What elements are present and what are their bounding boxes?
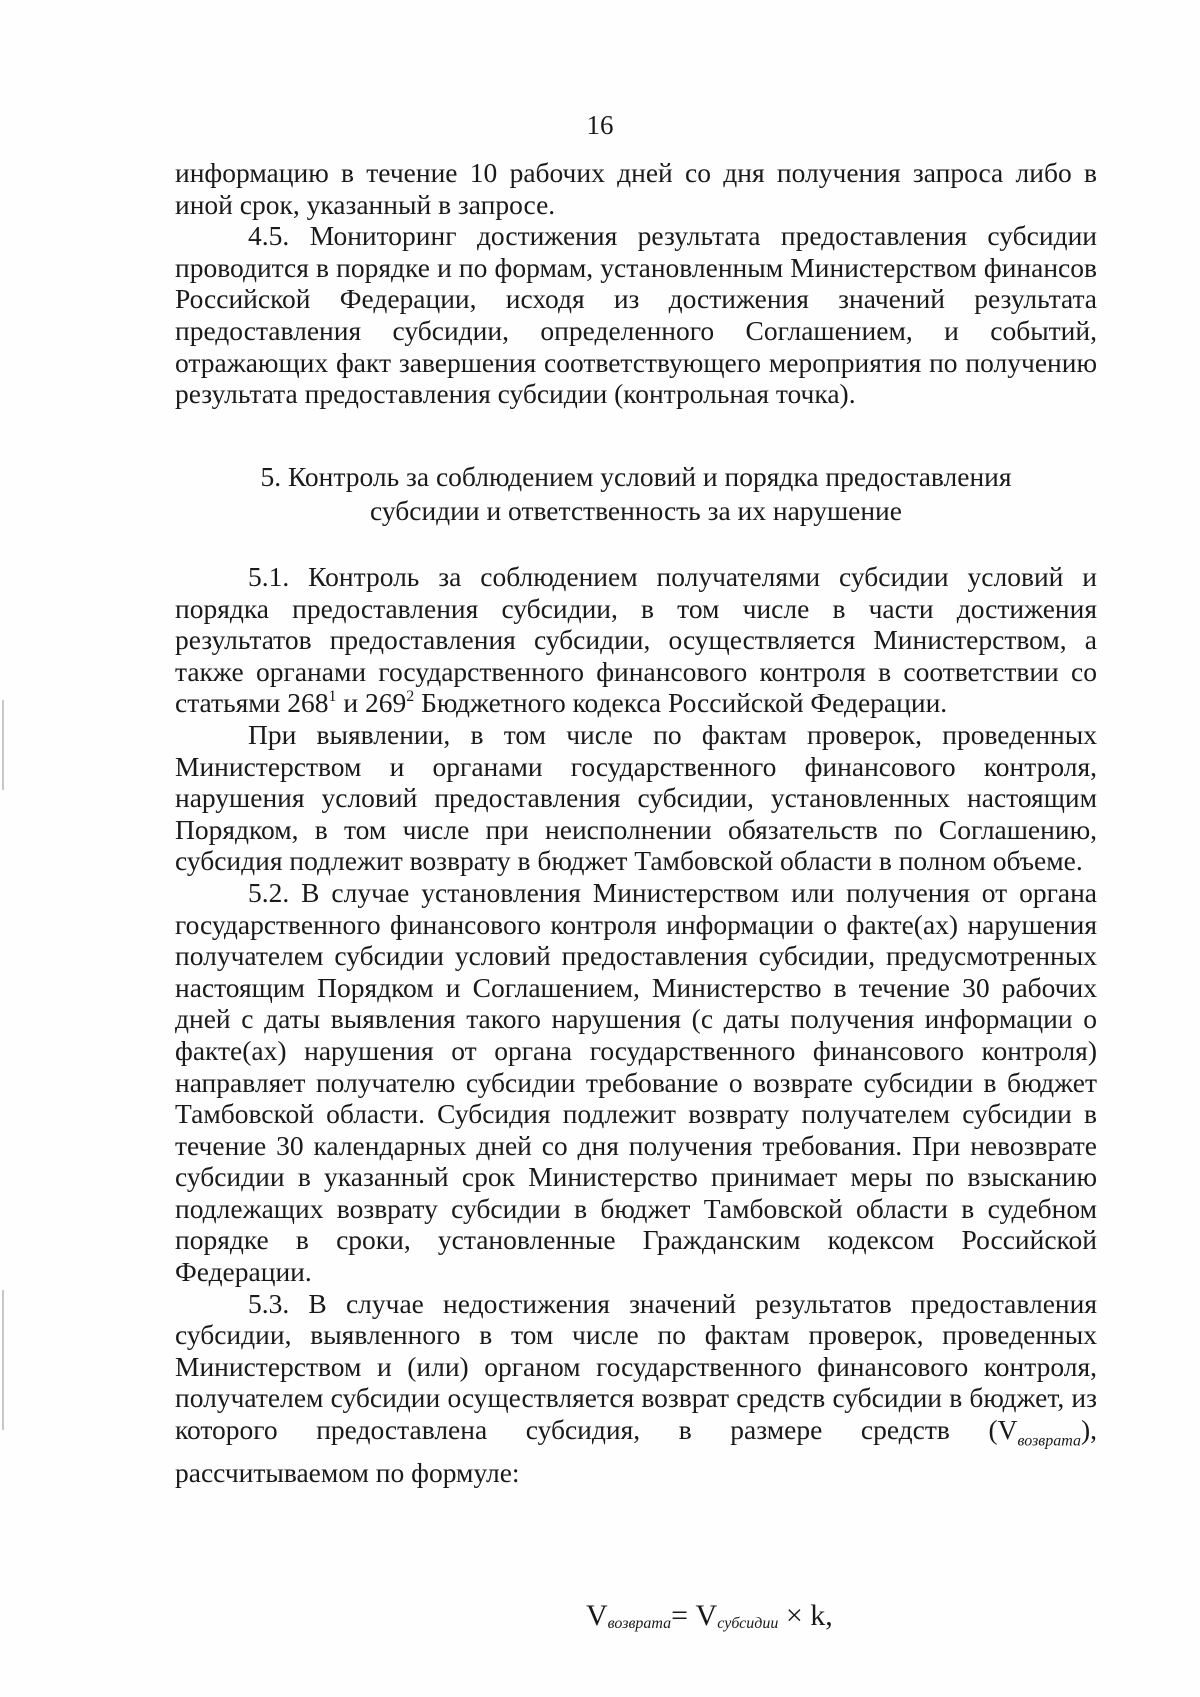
page-number: 16 [586, 110, 614, 140]
formula-equals-v-subsidy: = V [671, 1599, 718, 1632]
paragraph-5-3-text: 5.3. В случае недостижения значений результатов предоставления субсидии, выявленного в том числе по фактам проверок, проведенных Министерством и (или) органом государственного финансового контроля, получателем субсидии осуществляется возврат средств субсидии в бюджет, из которого предоставлена субсидия, в размере средств (V [175, 1287, 1097, 1446]
paragraph-5-1-text: 5.1. Контроль за соблюдением получателями субсидии условий и порядка предоставления субсидии, в том числе в части достижения результатов предоставления субсидии, осуществляется Министерством, а также органами государственного финансового контроля в соответствии со статьями 268 [175, 561, 1097, 719]
scan-edge-mark [2, 1290, 4, 1430]
section-heading [175, 460, 1097, 528]
paragraph-5-3 [175, 1288, 1097, 1489]
formula-sub-subsidy: субсидии [717, 1615, 779, 1632]
section-heading-line-1: 5. Контроль за соблюдением условий и порядка предоставления [260, 461, 1012, 492]
body-text-section-5 [175, 561, 1097, 1489]
scan-edge-mark [2, 700, 4, 790]
paragraph-4-5: 4.5. Мониторинг достижения результата предоставления субсидии проводится в порядке и по формам, установленным Министерством финансов Российской Федерации, исходя из достижения значений результата предоставления субсидии, определенного Соглашением, и событий, отражающих факт завершения соответствующего мероприятия по получению результата предоставления субсидии (контрольная точка). [175, 220, 1097, 410]
paragraph-5-1 [175, 561, 1097, 719]
formula-sub-return: возврата [607, 1615, 672, 1632]
formula-times-k: × k, [778, 1599, 833, 1632]
return-formula [586, 1599, 833, 1633]
body-text-top [175, 157, 1097, 410]
paragraph-5-1-text-end: Бюджетного кодекса Российской Федерации. [414, 687, 948, 719]
formula-v-return: V [586, 1599, 608, 1632]
paragraph-5-3-subscript: возврата [1017, 1432, 1081, 1450]
paragraph-5-1-text-mid: и 269 [336, 687, 407, 719]
paragraph-5-1-detection: При выявлении, в том числе по фактам проверок, проведенных Министерством и органами государственного финансового контроля, нарушения условий предоставления субсидии, установленных настоящим Порядком, в том числе при неисполнении обязательств по Соглашению, субсидия подлежит возврату в бюджет Тамбовской области в полном объеме. [175, 718, 1097, 877]
footnote-mark-2: 2 [406, 688, 415, 706]
paragraph-continuation: информацию в течение 10 рабочих дней со дня получения запроса либо в иной срок, указанный в запросе. [175, 157, 1097, 220]
paragraph-5-3-text-end: ), рассчитываемом по формуле: [175, 1414, 1097, 1489]
footnote-mark-1: 1 [328, 688, 337, 706]
paragraph-5-2: 5.2. В случае установления Министерством или получения от органа государственного финансового контроля информации о факте(ах) нарушения получателем субсидии условий предоставления субсидии, предусмотренных настоящим Порядком и Соглашением, Министерство в течение 30 рабочих дней с даты выявления такого нарушения (с даты получения информации о факте(ах) нарушения от органа государственного финансового контроля) направляет получателю субсидии требование о возврате субсидии в бюджет Тамбовской области. Субсидия подлежит возврату получателем субсидии в течение 30 календарных дней со дня получения требования. При невозврате субсидии в указанный срок Министерство принимает меры по взысканию подлежащих возврату субсидии в бюджет Тамбовской области в судебном порядке в сроки, установленные Гражданским кодексом Российской Федерации. [175, 876, 1097, 1288]
section-heading-line-2: субсидии и ответственность за их нарушение [370, 495, 902, 526]
